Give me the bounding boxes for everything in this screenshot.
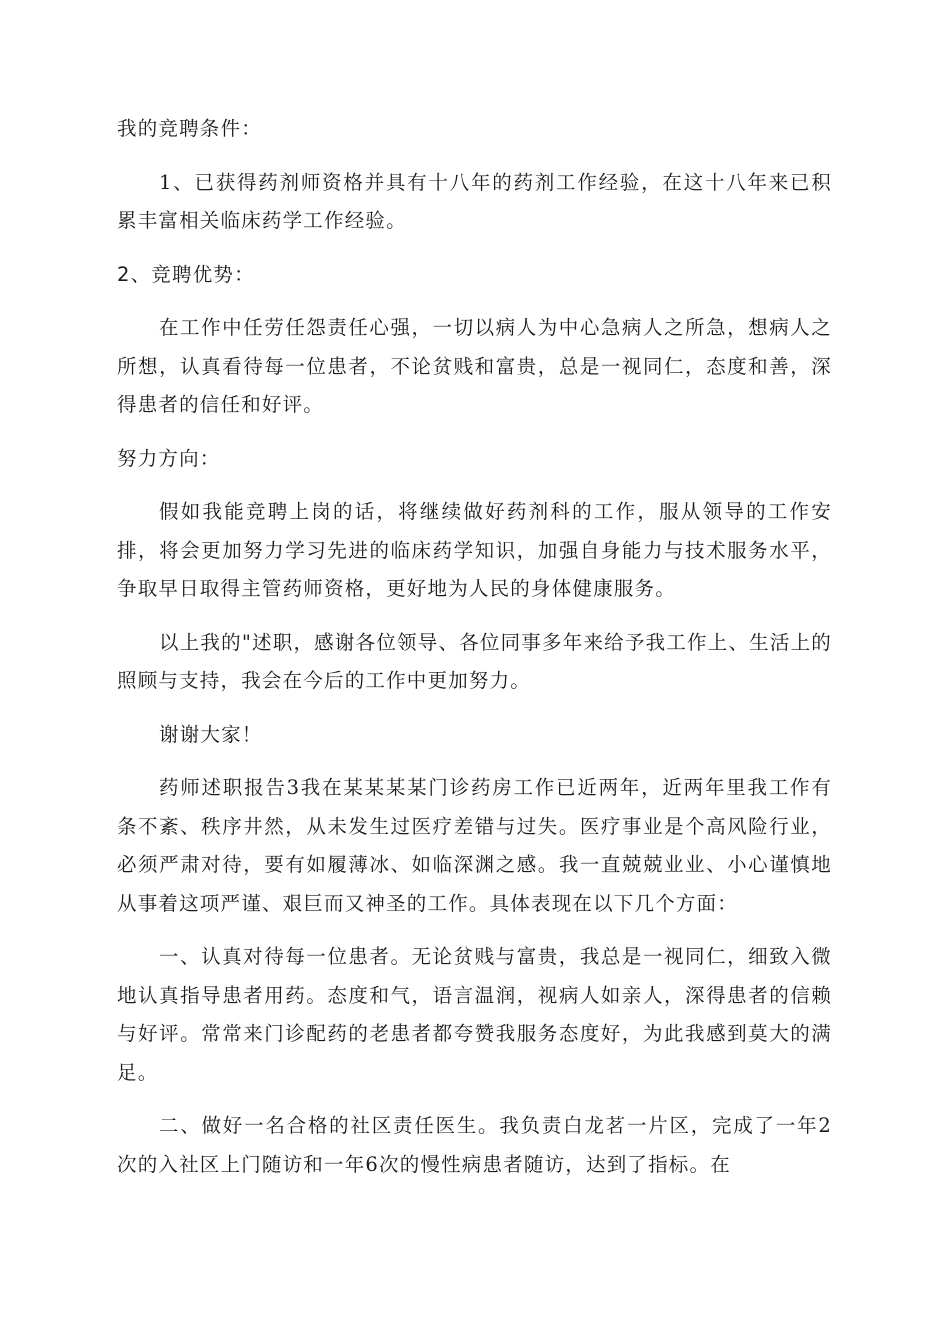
paragraph-thanks-colleagues: 以上我的"述职，感谢各位领导、各位同事多年来给予我工作上、生活上的照顾与支持，我会在今后的工作中更加努力。 — [117, 630, 832, 692]
paragraph-thanks-all: 谢谢大家！ — [159, 722, 263, 746]
paragraph-report-3-intro: 药师述职报告3我在某某某某门诊药房工作已近两年，近两年里我工作有条不紊、秩序井然，从未发生过医疗差错与过失。医疗事业是个高风险行业，必须严肃对待，要有如履薄冰、如临深渊之感。我一直兢兢业业、小心谨慎地从事着这项严谨、艰巨而又神圣的工作。具体表现在以下几个方面： — [117, 776, 832, 915]
paragraph-point-2: 二、做好一名合格的社区责任医生。我负责白龙茗一片区，完成了一年2次的入社区上门随访和一年6次的慢性病患者随访，达到了指标。在 — [117, 1114, 832, 1176]
paragraph-qualifications-heading: 我的竞聘条件： — [117, 117, 262, 140]
paragraph-qualification-1: 1、已获得药剂师资格并具有十八年的药剂工作经验，在这十八年来已积累丰富相关临床药学工作经验。 — [117, 170, 832, 232]
paragraph-direction-heading: 努力方向： — [117, 446, 221, 470]
document-body — [117, 110, 832, 1199]
paragraph-advantages: 在工作中任劳任怨责任心强，一切以病人为中心急病人之所急，想病人之所想，认真看待每一位患者，不论贫贱和富贵，总是一视同仁，态度和善，深得患者的信任和好评。 — [117, 316, 832, 416]
paragraph-point-1: 一、认真对待每一位患者。无论贫贱与富贵，我总是一视同仁，细致入微地认真指导患者用药。态度和气，语言温润，视病人如亲人，深得患者的信赖与好评。常常来门诊配药的老患者都夸赞我服务态度好，为此我感到莫大的满足。 — [117, 945, 832, 1084]
paragraph-direction: 假如我能竞聘上岗的话，将继续做好药剂科的工作，服从领导的工作安排，将会更加努力学习先进的临床药学知识，加强自身能力与技术服务水平，争取早日取得主管药师资格，更好地为人民的身体健康服务。 — [117, 500, 832, 600]
paragraph-advantages-heading: 2、竞聘优势： — [117, 262, 255, 286]
